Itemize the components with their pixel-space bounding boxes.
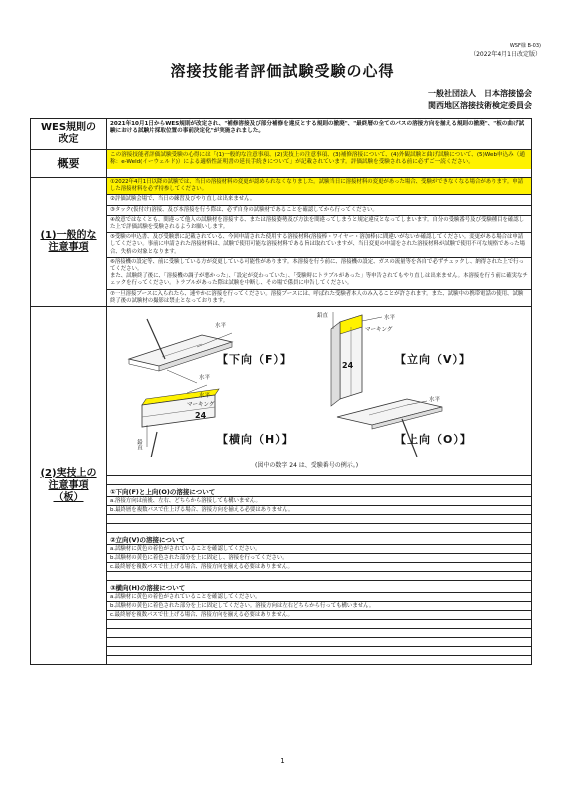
general-label-line1: (1)一般的な — [40, 230, 97, 242]
vertical-position-label: 【立向（V）】 — [395, 353, 472, 367]
section-heading: ②立向(V)の溶接について — [107, 533, 531, 545]
welding-position-figure — [107, 307, 531, 476]
page-number: 1 — [280, 757, 285, 765]
rule-row: a.試験材に黄色の着色がされていることを確認してください。 — [107, 593, 531, 602]
rule-row: b.試験材の黄色に着色された部分を上に固定し、溶接を行ってください。 — [107, 554, 531, 563]
blank-row — [107, 476, 531, 485]
general-item: ①2022年4月1日以降の試験では、当日の溶接材料の変更が認められなくなりました。試験当日に溶接材料の変更があった場合、受験ができなくなる場合があります。申請した溶接材料を必ず持参してください。 — [107, 178, 531, 195]
section-heading: ①下向(F)と上向(O)の溶接について — [107, 485, 531, 497]
wes-text: 2021年10月1日からWES規則が改定され、"補修溶接及び部分補修を違反とする規則の撤廃"、"最終層の全てのパスの溶接方向を揃える規則の撤廃"、"板の曲げ試験における試験片採取位置の事前決定化"が実施されました。 — [110, 121, 525, 135]
horizontal-annotation: 水平 — [384, 315, 396, 322]
rule-row: b.最終層を複数パスで仕上げる場合、溶接方向を揃える必要はありません。 — [107, 506, 531, 515]
general-item: ②評価試験会場で、当日の練習及びやり直しは出来ません。 — [107, 195, 531, 205]
practical-label-line1: (2)実技上の — [40, 467, 97, 479]
practical-label — [31, 307, 107, 665]
rule-row: c.最終層を複数パスで仕上げる場合、溶接方向を揃える必要はありません。 — [107, 611, 531, 620]
wes-label-line1: WES規則の — [40, 122, 97, 133]
overhead-position-label: 【上向（O）】 — [395, 433, 472, 447]
general-item: ④故意ではなくとも、間違って他人の試験材を溶接する、または溶接姿勢及び方法を間違ってしまうと規定違反となってしまいます。自分の受験番号及び受験種目を確認した上で評価試験を受験されるようお願いします。 — [107, 216, 531, 233]
revision-date: （2022年4月1日改定版） — [470, 51, 541, 58]
overview-text: この溶接技能者評価試験受験の心得には「(1)一般的な注意事項、(2)実技上の注意事項、(3)補修溶接について、(4)外観試験と曲げ試験について、(5)Web申込み（通称：e-Weld(イーウェルド)）による適格性証明書の延長手続きについて」が記載されています。評価試験を受験される前に必ずご一読ください。 — [107, 150, 531, 169]
rule-row — [107, 638, 531, 647]
rule-row — [107, 656, 531, 664]
horizontal-annotation: 水平 — [429, 397, 441, 404]
vertical-annotation: 鉛直 — [317, 313, 329, 320]
marking-annotation: マーキング — [365, 327, 393, 334]
flat-position-label: 【下向（F）】 — [217, 353, 293, 367]
marking-annotation: マーキング — [187, 402, 215, 409]
rule-row: a.試験材に黄色の着色がされていることを確認してください。 — [107, 545, 531, 554]
horizontal-annotation: 水平 — [199, 375, 211, 382]
overhead-plate-drawing — [337, 399, 442, 457]
rule-row — [107, 629, 531, 638]
practical-label-line3: （板） — [53, 491, 84, 503]
rule-row — [107, 515, 531, 524]
general-row — [31, 178, 532, 307]
general-label-line2: 注意事項 — [48, 242, 89, 254]
wes-label — [31, 119, 107, 150]
practical-row — [31, 307, 532, 665]
committee-name: 関西地区溶接技術検定委員会 — [428, 101, 532, 110]
horizontal-annotation: 水平 — [215, 323, 227, 330]
rule-row — [107, 620, 531, 629]
vertical-annotation: 鉛直 — [136, 439, 142, 451]
general-item: ⑦一旦溶接ブースに入られたら、速やかに溶接を行ってください。溶接ブースには、呼ばれた受験者本人のみ入ることが許されます。また、試験中の携帯電話の使用、試験終了後の試験材の撮影は禁止となっております。 — [110, 290, 524, 304]
horizontal-annotation: 水平 — [199, 393, 211, 400]
rule-row — [107, 524, 531, 533]
page-title: 溶接技能者評価試験受験の心得 — [170, 62, 395, 80]
practical-content — [107, 307, 532, 665]
rule-row: a.溶接方向は前後、左右、どちらから溶接しても構いません。 — [107, 497, 531, 506]
general-item: ⑤受験の申込書、及び受験票に記載されている、今回申請された使用する溶接材料(溶接棒・ワイヤー・溶加棒)に間違いがないか確認してください。変更がある場合は申請してください。事前に申請された溶接材料は、試験で使用可能な溶接材料である旨は取れていますが、当日変更の申請をされた溶接材料が試験で使用不可な規格であった場合、失格の対象となります。 — [107, 233, 531, 258]
section-heading: ③横向(H)の溶接について — [107, 581, 531, 593]
form-code: WSF様 B-03) — [509, 43, 541, 49]
overview-row — [31, 150, 532, 178]
general-item: ③タック(仮付け)溶接、及び本溶接を行う際は、必ず自身の試験材であることを確認してから行ってください。 — [107, 206, 531, 216]
rule-row — [107, 647, 531, 656]
rule-row: b.試験材の黄色に着色された部分を上に固定してください。溶接方向は左右どちらから行っても構いません。 — [107, 602, 531, 611]
general-label — [31, 178, 107, 307]
wes-label-line2: 改定 — [58, 134, 79, 145]
rule-row: c.最終層を複数パスで仕上げる場合、溶接方向を揃える必要はありません。 — [107, 563, 531, 572]
wes-content — [107, 119, 532, 150]
overview-label — [31, 150, 107, 178]
horizontal-position-label: 【横向（H）】 — [217, 433, 294, 447]
practical-label-line2: 注意事項 — [48, 479, 89, 491]
rules-table — [30, 118, 532, 665]
exam-number-example: 24 — [195, 411, 207, 421]
general-item: ⑥溶接機の設定等、前に受験している方が変更している可能性があります。本溶接を行う前に、溶接機の設定、ガスの流量等を各自で必ずチェックし、納得された上で行ってください。 また、試験終了後に、「溶接機の調子が悪かった」、「設定が変わっていた」、「受験時にトラブルがあった」等申告されてもやり直しは出来ません。本溶接を行う前に確実なチェックを行ってください。トラブルがあった際は試験を中断し、その場で係員に申告してください。 — [107, 258, 531, 290]
overview-label-text: 概要 — [57, 156, 80, 170]
figure-caption: (図中の数字 24 は、受験番号の例示。) — [255, 462, 359, 470]
organization — [428, 88, 532, 112]
overview-content — [107, 150, 532, 178]
wes-row — [31, 119, 532, 150]
blank-row — [107, 572, 531, 581]
organization-name: 一般社団法人 日本溶接協会 — [428, 89, 532, 98]
general-content — [107, 178, 532, 307]
exam-number-example: 24 — [342, 361, 354, 371]
